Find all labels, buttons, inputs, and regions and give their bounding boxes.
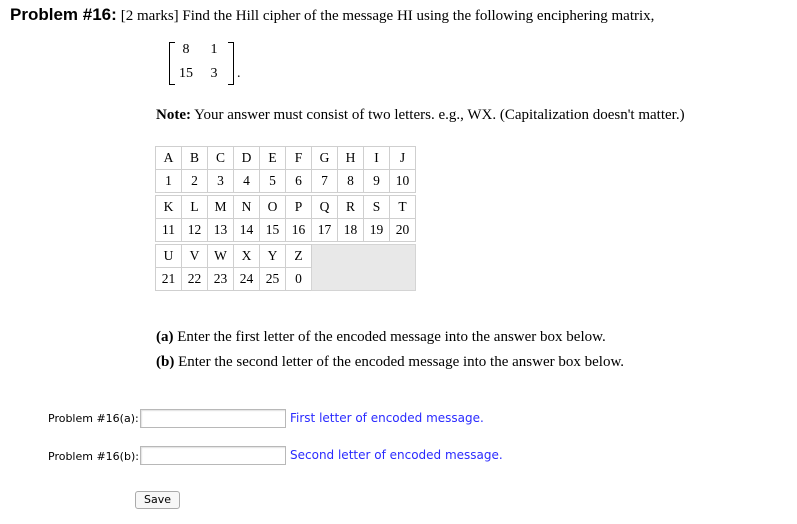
- answer-b-input[interactable]: [140, 446, 286, 465]
- number-cell: 10: [390, 170, 416, 193]
- note-label: Note:: [156, 107, 191, 123]
- alphabet-letters-row: [156, 196, 416, 219]
- number-cell: 12: [182, 219, 208, 242]
- number-cell: 25: [260, 268, 286, 291]
- letter-cell: S: [364, 196, 390, 219]
- alphabet-letters-row: [156, 245, 416, 268]
- letter-cell: N: [234, 196, 260, 219]
- matrix-left-bracket: [169, 42, 175, 85]
- number-cell: 16: [286, 219, 312, 242]
- answer-a-label: Problem #16(a):: [48, 412, 139, 425]
- instruction-b: [156, 354, 624, 371]
- instruction-a-text: Enter the first letter of the encoded message into the answer box below.: [173, 329, 606, 345]
- note-text: Your answer must consist of two letters. e.g., WX. (Capitalization doesn't matter.): [190, 107, 685, 123]
- alphabet-numbers-row: [156, 170, 416, 193]
- number-cell: 24: [234, 268, 260, 291]
- enciphering-matrix: [167, 40, 239, 88]
- letter-cell: F: [286, 147, 312, 170]
- problem-title: Problem #16:: [10, 5, 117, 24]
- problem-header: [10, 5, 654, 25]
- number-cell: 23: [208, 268, 234, 291]
- number-cell: 20: [390, 219, 416, 242]
- alphabet-number-table: [155, 146, 416, 291]
- letter-cell: W: [208, 245, 234, 268]
- letter-cell: U: [156, 245, 182, 268]
- letter-cell: K: [156, 196, 182, 219]
- number-cell: 17: [312, 219, 338, 242]
- problem-statement: [2 marks] Find the Hill cipher of the message HI using the following enciphering matrix,: [120, 8, 655, 24]
- alphabet-numbers-row: [156, 219, 416, 242]
- alphabet-letters-row: [156, 147, 416, 170]
- instruction-a: [156, 329, 606, 346]
- note: [156, 107, 685, 124]
- number-cell: 22: [182, 268, 208, 291]
- answer-b-hint: Second letter of encoded message.: [290, 448, 503, 462]
- number-cell: 8: [338, 170, 364, 193]
- letter-cell: L: [182, 196, 208, 219]
- letter-cell: Z: [286, 245, 312, 268]
- number-cell: 9: [364, 170, 390, 193]
- number-cell: 7: [312, 170, 338, 193]
- number-cell: 15: [260, 219, 286, 242]
- number-cell: 5: [260, 170, 286, 193]
- letter-cell: B: [182, 147, 208, 170]
- empty-cell: [312, 245, 416, 291]
- number-cell: 13: [208, 219, 234, 242]
- letter-cell: P: [286, 196, 312, 219]
- matrix-cell-c: 15: [179, 66, 193, 81]
- letter-cell: J: [390, 147, 416, 170]
- matrix-cell-a: 8: [182, 42, 190, 57]
- number-cell: 4: [234, 170, 260, 193]
- matrix-cell-b: 1: [210, 42, 218, 57]
- letter-cell: M: [208, 196, 234, 219]
- letter-cell: O: [260, 196, 286, 219]
- number-cell: 0: [286, 268, 312, 291]
- instruction-b-label: (b): [156, 354, 175, 370]
- letter-cell: I: [364, 147, 390, 170]
- letter-cell: R: [338, 196, 364, 219]
- number-cell: 14: [234, 219, 260, 242]
- number-cell: 3: [208, 170, 234, 193]
- number-cell: 2: [182, 170, 208, 193]
- number-cell: 21: [156, 268, 182, 291]
- letter-cell: T: [390, 196, 416, 219]
- instruction-a-label: (a): [156, 329, 174, 345]
- save-button[interactable]: Save: [135, 491, 180, 509]
- number-cell: 11: [156, 219, 182, 242]
- answer-a-hint: First letter of encoded message.: [290, 411, 484, 425]
- letter-cell: D: [234, 147, 260, 170]
- letter-cell: C: [208, 147, 234, 170]
- instruction-b-text: Enter the second letter of the encoded message into the answer box below.: [174, 354, 625, 370]
- number-cell: 19: [364, 219, 390, 242]
- letter-cell: Q: [312, 196, 338, 219]
- letter-cell: Y: [260, 245, 286, 268]
- number-cell: 6: [286, 170, 312, 193]
- matrix-cell-d: 3: [210, 66, 218, 81]
- matrix-right-bracket: [228, 42, 234, 85]
- matrix-period: .: [237, 66, 241, 81]
- number-cell: 18: [338, 219, 364, 242]
- number-cell: 1: [156, 170, 182, 193]
- letter-cell: H: [338, 147, 364, 170]
- answer-b-label: Problem #16(b):: [48, 450, 139, 463]
- letter-cell: X: [234, 245, 260, 268]
- letter-cell: A: [156, 147, 182, 170]
- letter-cell: G: [312, 147, 338, 170]
- letter-cell: E: [260, 147, 286, 170]
- answer-a-input[interactable]: [140, 409, 286, 428]
- letter-cell: V: [182, 245, 208, 268]
